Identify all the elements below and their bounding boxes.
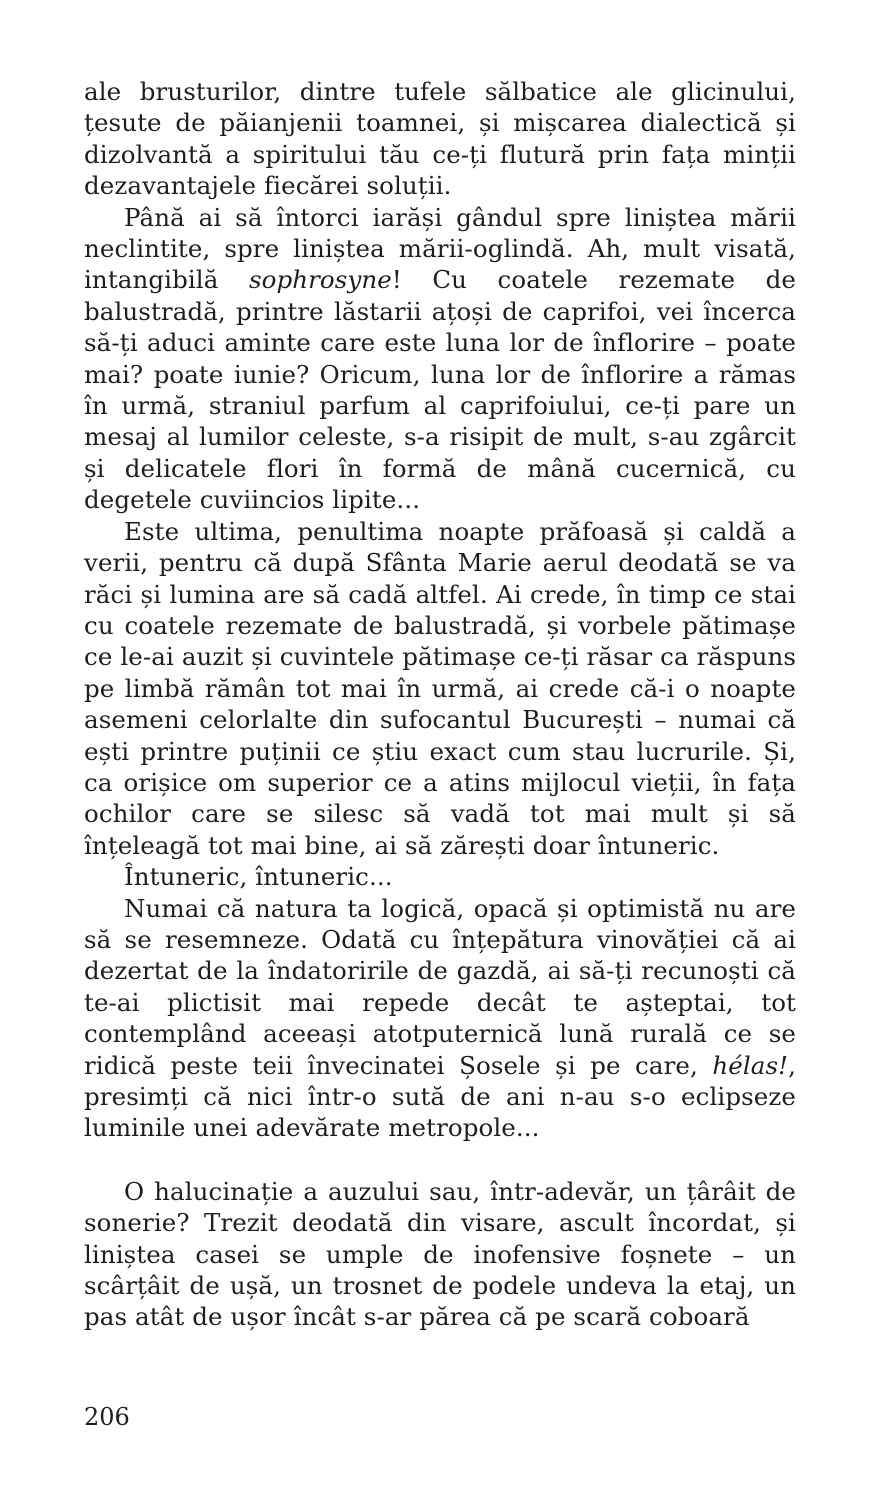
paragraph <box>84 861 796 892</box>
paragraph <box>84 76 796 202</box>
text-segment: O halucinație a auzului sau, într-adevăr, un țârâit de sonerie? Trezit deodată din visare, ascult încordat, și liniștea casei se umple de inofensive foșnete – un scârțâit de ușă, un trosnet de podele undeva la etaj, un pas atât de ușor încât s-ar părea că pe scară coboară <box>84 1176 796 1332</box>
text-segment: Numai că natura ta logică, opacă și optimistă nu are să se resemneze. Odată cu înțepătura vinovăției că ai dezertat de la îndatoririle de gazdă, ai să-ți recunoști că te-ai plictisit mai repede decât te așteptai, tot contemplând aceeași atotputernică lună rurală ce se ridică peste teii învecinatei Șosele și pe care, <box>84 893 796 1080</box>
paragraph <box>84 1176 796 1333</box>
paragraph <box>84 516 796 861</box>
text-segment: Întuneric, întuneric... <box>124 862 393 892</box>
italic-term: sophrosyne <box>248 265 392 295</box>
paragraph <box>84 202 796 516</box>
book-page-text <box>84 76 796 1333</box>
text-segment: ! Cu coatele rezemate de balustradă, printre lăstarii ațoși de caprifoi, vei încerca să-ți aduci aminte care este luna lor de înflorire – poate mai? poate iunie? Oricum, luna lor de înflorire a rămas în urmă, straniul parfum al caprifoiului, ce-ți pare un mesaj al lumilor celeste, s-a risipit de mult, s-au zgârcit și delicatele flori în formă de mână cucernică, cu degetele cuviincios lipite... <box>84 265 796 515</box>
page-number: 206 <box>84 1403 130 1431</box>
italic-term: hélas! <box>712 1050 789 1080</box>
text-segment: ale brusturilor, dintre tufele sălbatice ale glicinului, țesute de păianjenii toamnei, și mișcarea dialectică și dizolvantă a spiritului tău ce-ți flutură prin fața minții dezavantajele fiecărei soluții. <box>84 77 796 201</box>
text-segment: Este ultima, penultima noapte prăfoasă și caldă a verii, pentru că după Sfânta Marie aerul deodată se va răci și lumina are să cadă altfel. Ai crede, în timp ce stai cu coatele rezemate de balustradă, și vorbele pătimașe ce le-ai auzit și cuvintele pătimașe ce-ți răsar ca răspuns pe limbă rămân tot mai în urmă, ai crede că-i o noapte asemeni celorlalte din sufocantul București – numai că ești printre puținii ce știu exact cum stau lucrurile. Și, ca orișice om superior ce a atins mijlocul vieții, în fața ochilor care se silesc să vadă tot mai mult și să înțeleagă tot mai bine, ai să zărești doar întuneric. <box>84 516 796 860</box>
text-segment: , presimți că nici într-o sută de ani n-au s-o eclipseze luminile unei adevărate metropole... <box>84 1050 796 1143</box>
paragraph <box>84 893 796 1144</box>
section-break <box>84 1144 796 1176</box>
text-segment: Până ai să întorci iarăși gândul spre liniștea mării neclintite, spre liniștea mării-oglindă. Ah, mult visată, intangibilă <box>84 202 796 295</box>
